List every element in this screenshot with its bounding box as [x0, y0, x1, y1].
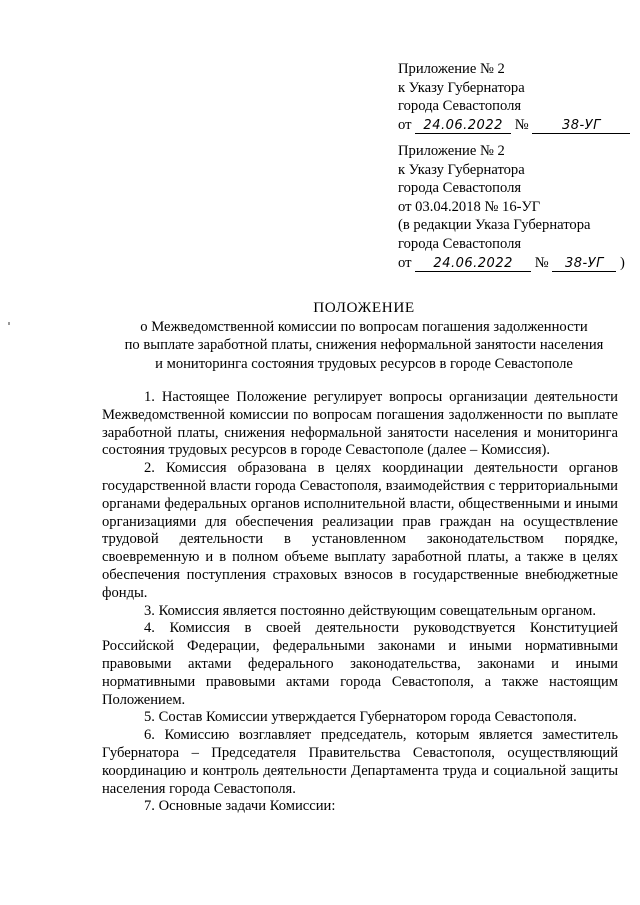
number-prefix: № [514, 116, 529, 133]
appendix-original-reference [398, 142, 628, 272]
handwritten-number: 38-УГ [561, 117, 601, 133]
document-heading: ПОЛОЖЕНИЕ [313, 299, 415, 316]
appendix-line: Приложение № 2 [398, 61, 505, 77]
appendix-line: города Севастополя [398, 98, 522, 115]
document-title-block [100, 299, 628, 373]
paragraph-6: 6. Комиссию возглавляет председатель, которым является заместитель Губернатора – Председателя Правительства Севастополя, осуществляющий координацию и контроль деятельности Департамента труда и социальной защиты населения города Севастополя. [102, 727, 618, 797]
appendix-line: к Указу Губернатора [398, 79, 525, 96]
handwritten-number: 38-УГ [564, 255, 604, 271]
date-prefix: от [398, 116, 412, 133]
appendix-date-line [398, 254, 628, 273]
paragraph-4: 4. Комиссия в своей деятельности руководствуется Конституцией Российской Федерации, федеральными законами и иными нормативными правовыми актами федерального законодательства, законами и иными нормативными правовыми актами города Севастополя, а также настоящим Положением. [102, 620, 618, 708]
paragraph-2: 2. Комиссия образована в целях координации деятельности органов государственной власти города Севастополя, взаимодействия с территориальными органами федеральных органов исполнительной власти, общественными и иными организациями для обеспечения реализации прав граждан на осуществление трудовой деятельности в установленном законодательством порядке, своевременную и в полном объеме выплату заработной платы, а также в целях обеспечения поступления страховых взносов в государственные внебюджетные фонды. [102, 460, 618, 601]
appendix-line: Приложение № 2 [398, 143, 505, 159]
appendix-line: города Севастополя [398, 235, 522, 252]
handwritten-number-field [552, 256, 616, 272]
handwritten-date-field [415, 256, 531, 272]
appendix-line: (в редакции Указа Губернатора [398, 217, 591, 234]
paragraph-3: 3. Комиссия является постоянно действующим совещательным органом. [144, 602, 597, 619]
appendix-current-reference [398, 60, 628, 134]
handwritten-number-field [532, 118, 630, 134]
number-prefix: № [534, 254, 549, 271]
margin-mark [8, 322, 10, 325]
title-line: по выплате заработной платы, снижения неформальной занятости населения [124, 337, 604, 354]
appendix-line: к Указу Губернатора [398, 161, 525, 178]
paragraph-1: 1. Настоящее Положение регулирует вопросы организации деятельности Межведомственной комиссии по вопросам погашения задолженности по выплате заработной платы, снижения неформальной занятости населения и мониторинга состояния трудовых ресурсов в городе Севастополе (далее – Комиссия). [102, 389, 618, 459]
appendix-line: города Севастополя [398, 180, 522, 197]
handwritten-date-field [415, 118, 511, 134]
document-body [102, 389, 618, 816]
title-line: и мониторинга состояния трудовых ресурсов в городе Севастополе [155, 355, 573, 372]
paragraph-7: 7. Основные задачи Комиссии: [144, 798, 336, 815]
appendix-line: от 03.04.2018 № 16-УГ [398, 198, 541, 215]
title-line: о Межведомственной комиссии по вопросам погашения задолженности [140, 319, 588, 336]
appendix-date-line [398, 116, 628, 135]
date-prefix: от [398, 254, 412, 271]
paragraph-5: 5. Состав Комиссии утверждается Губернатором города Севастополя. [144, 709, 577, 726]
handwritten-date: 24.06.2022 [423, 117, 503, 133]
closing-parenthesis: ) [620, 254, 625, 271]
handwritten-date: 24.06.2022 [433, 255, 513, 271]
